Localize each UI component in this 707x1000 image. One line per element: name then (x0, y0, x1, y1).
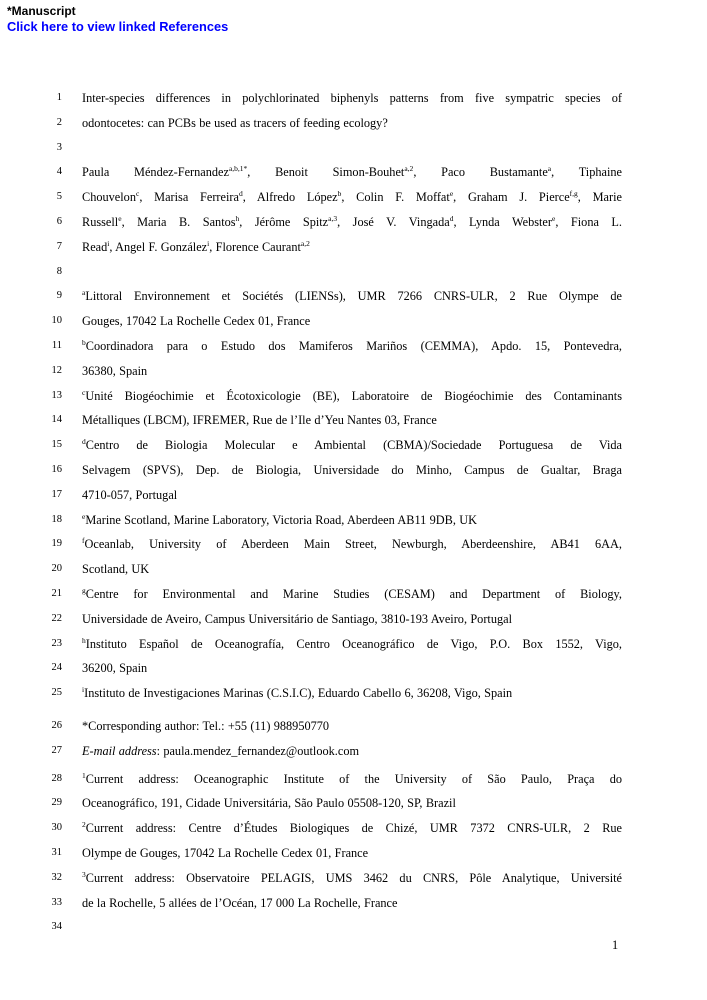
line-number: 16 (51, 463, 62, 475)
manuscript-line (40, 458, 622, 483)
line-number: 32 (51, 871, 62, 883)
linked-references-link[interactable]: Click here to view linked References (7, 19, 229, 35)
manuscript-line (40, 260, 622, 285)
manuscript-line (40, 632, 622, 657)
manuscript-line (40, 816, 622, 841)
superscript-affiliation: b (337, 189, 342, 199)
line-text: $^g$Centre for Environmental and Marine Studies (CESAM) and Department of Biology, (82, 585, 622, 601)
superscript-affiliation: c (82, 387, 86, 397)
line-text: $^1$Current address: Oceanographic Institute of the University of São Paulo, Praça do (82, 770, 622, 786)
line-text: $^i$Instituto de Investigaciones Marinas (C.S.I.C), Eduardo Cabello 6, 36208, Vigo, Spain (82, 685, 513, 701)
line-text: Olympe de Gouges, 17042 La Rochelle Cedex 01, France (82, 845, 369, 860)
manuscript-line (40, 891, 622, 916)
line-text: Métalliques (LBCM), IFREMER, Rue de l’Ile d’Yeu Nantes 03, France (82, 413, 437, 428)
page-number: 1 (612, 938, 619, 952)
line-number: 5 (56, 191, 62, 203)
manuscript-line (40, 791, 622, 816)
line-number: 11 (51, 339, 62, 351)
line-text: $^c$Unité Biogéochimie et Écotoxicologie (BE), Laboratoire de Biogéochimie des Contaminants (82, 387, 622, 403)
line-text: Oceanográfico, 191, Cidade Universitária, São Paulo 05508-120, SP, Brazil (82, 796, 456, 811)
line-number: 7 (56, 240, 62, 252)
superscript-affiliation: e (449, 189, 454, 199)
manuscript-line (40, 433, 622, 458)
superscript-affiliation: e (82, 511, 86, 521)
line-number: 19 (51, 538, 62, 550)
line-number: 34 (51, 921, 62, 933)
line-text: $^2$Current address: Centre d’Études Biologiques de Chizé, UMR 7372 CNRS-ULR, 2 Rue (82, 820, 622, 836)
superscript-affiliation: a,b,1* (228, 164, 248, 174)
line-number: 33 (51, 896, 62, 908)
manuscript-line (40, 160, 622, 185)
superscript-affiliation: a (82, 288, 86, 298)
line-number: 4 (56, 166, 62, 178)
line-text: Selvagem (SPVS), Dep. de Biologia, Universidade do Minho, Campus de Gualtar, Braga (82, 462, 622, 477)
manuscript-line (40, 681, 622, 706)
line-number: 25 (51, 687, 62, 699)
line-number: 22 (51, 612, 62, 624)
line-text: $^b$Coordinadora para o Estudo dos Mamiferos Mariños (CEMMA), Apdo. 15, Pontevedra, (82, 337, 622, 353)
manuscript-line (40, 739, 622, 764)
line-number: 29 (51, 797, 62, 809)
superscript-affiliation: h (82, 635, 86, 645)
line-text: Russell$^e$, Maria B. Santos$^h$, Jérôme Spitz$^{a,3}$, José V. Vingada$^d$, Lynda Webster$^e$, Fiona L. (82, 213, 622, 229)
manuscript-line (40, 309, 622, 334)
line-number: 1 (56, 92, 62, 103)
manuscript-line (40, 714, 622, 739)
superscript-affiliation: f,g (569, 189, 578, 199)
line-number: 26 (51, 719, 62, 731)
manuscript-line (40, 284, 622, 309)
manuscript-line (40, 408, 622, 433)
line-number: 14 (51, 414, 62, 426)
manuscript-line (40, 866, 622, 891)
line-number: 28 (51, 772, 62, 784)
manuscript-line (40, 607, 622, 632)
manuscript-line (40, 136, 622, 161)
superscript-affiliation: 3 (82, 869, 86, 879)
line-text (82, 260, 622, 285)
line-number: 24 (51, 662, 62, 674)
line-text: $^h$Instituto Español de Oceanografía, Centro Oceanográfico de Vigo, P.O. Box 1552, Vigo, (82, 635, 622, 651)
manuscript-line (40, 111, 622, 136)
line-number: 10 (51, 315, 62, 327)
superscript-affiliation: i (207, 238, 210, 248)
superscript-affiliation: b (82, 337, 86, 347)
superscript-affiliation: i (107, 238, 110, 248)
manuscript-line (40, 557, 622, 582)
manuscript-line (40, 384, 622, 409)
manuscript-line (40, 841, 622, 866)
line-text: $^e$Marine Scotland, Marine Laboratory, Victoria Road, Aberdeen AB11 9DB, UK (82, 511, 478, 527)
line-number: 13 (51, 389, 62, 401)
line-number: 6 (56, 215, 62, 227)
superscript-affiliation: 2 (82, 820, 86, 830)
manuscript-line (40, 532, 622, 557)
line-number: 8 (56, 265, 62, 277)
line-number: 30 (51, 822, 62, 834)
manuscript-line (40, 483, 622, 508)
line-number: 20 (51, 563, 62, 575)
line-number: 27 (51, 744, 62, 756)
manuscript-line (40, 235, 622, 260)
line-text: Inter-species differences in polychlorinated biphenyls patterns from five sympatric species of (82, 91, 622, 105)
line-text: $^f$Oceanlab, University of Aberdeen Main Street, Newburgh, Aberdeenshire, AB41 6AA, (82, 536, 622, 552)
line-number: 2 (56, 116, 62, 128)
superscript-affiliation: g (82, 585, 86, 595)
superscript-affiliation: a,3 (328, 213, 338, 223)
line-text: Universidade de Aveiro, Campus Universitário de Santiago, 3810-193 Aveiro, Portugal (82, 611, 513, 626)
line-number: 12 (51, 364, 62, 376)
line-text: 36380, Spain (82, 363, 148, 378)
line-text: 4710-057, Portugal (82, 487, 178, 502)
submission-header (7, 4, 228, 37)
line-number: 3 (56, 141, 62, 153)
line-number: 15 (51, 439, 62, 451)
line-number: 18 (51, 513, 62, 525)
superscript-affiliation: d (82, 437, 86, 447)
line-text: Scotland, UK (82, 562, 150, 577)
superscript-affiliation: i (82, 685, 85, 695)
line-text (82, 915, 622, 940)
manuscript-line (40, 210, 622, 235)
superscript-affiliation: 1 (82, 770, 86, 780)
line-text: Chouvelon$^c$, Marisa Ferreira$^d$, Alfredo López$^b$, Colin F. Moffat$^e$, Graham J. Pierce$^{f,g}$, Marie (82, 189, 622, 205)
superscript-affiliation: a (547, 164, 552, 174)
superscript-affiliation: c (135, 189, 140, 199)
line-number: 31 (51, 846, 62, 858)
line-text: Paula Méndez-Fernandez$^{a,b,1*}$, Benoit Simon-Bouhet$^{a,2}$, Paco Bustamante$^a$, Tiphaine (82, 164, 622, 180)
line-number: 17 (51, 488, 62, 500)
line-text: $^d$Centro de Biologia Molecular e Ambiental (CBMA)/Sociedade Portuguesa de Vida (82, 437, 622, 453)
superscript-affiliation: e (552, 213, 556, 223)
superscript-affiliation: a,2 (300, 238, 310, 248)
manuscript-line (40, 334, 622, 359)
line-text: $^a$Littoral Environnement et Sociétés (LIENSs), UMR 7266 CNRS-ULR, 2 Rue Olympe de (82, 288, 622, 304)
line-text: de la Rochelle, 5 allées de l’Océan, 17 000 La Rochelle, France (82, 895, 398, 910)
superscript-affiliation: f (82, 536, 85, 546)
superscript-affiliation: d (238, 189, 243, 199)
line-text: $^3$Current address: Observatoire PELAGIS, UMS 3462 du CNRS, Pôle Analytique, Université (82, 869, 622, 885)
line-number: 9 (56, 290, 62, 302)
manuscript-line (40, 915, 622, 940)
line-text: Gouges, 17042 La Rochelle Cedex 01, France (82, 314, 311, 329)
manuscript-type-label: *Manuscript (7, 4, 76, 18)
line-text: E-mail address: paula.mendez_fernandez@outlook.com (82, 743, 360, 758)
superscript-affiliation: e (118, 213, 122, 223)
manuscript-line (40, 185, 622, 210)
superscript-affiliation: h (235, 213, 240, 223)
manuscript-line (40, 508, 622, 533)
line-number: 23 (51, 637, 62, 649)
manuscript-line (40, 656, 622, 681)
line-text: 36200, Spain (82, 661, 148, 676)
line-text: odontocetes: can PCBs be used as tracers of feeding ecology? (82, 115, 388, 130)
superscript-affiliation: a,2 (404, 164, 414, 174)
line-text: *Corresponding author: Tel.: +55 (11) 988950770 (82, 718, 330, 733)
manuscript-line (40, 86, 622, 111)
superscript-affiliation: d (449, 213, 454, 223)
manuscript-line (40, 359, 622, 384)
italic-text: E-mail address (82, 743, 157, 758)
line-number: 21 (51, 587, 62, 599)
line-text: Read$^i$, Angel F. González$^i$, Florence Caurant$^{a,2}$ (82, 238, 310, 254)
line-text (82, 136, 622, 161)
manuscript-line (40, 767, 622, 792)
manuscript-lines (40, 86, 622, 940)
manuscript-line (40, 582, 622, 607)
